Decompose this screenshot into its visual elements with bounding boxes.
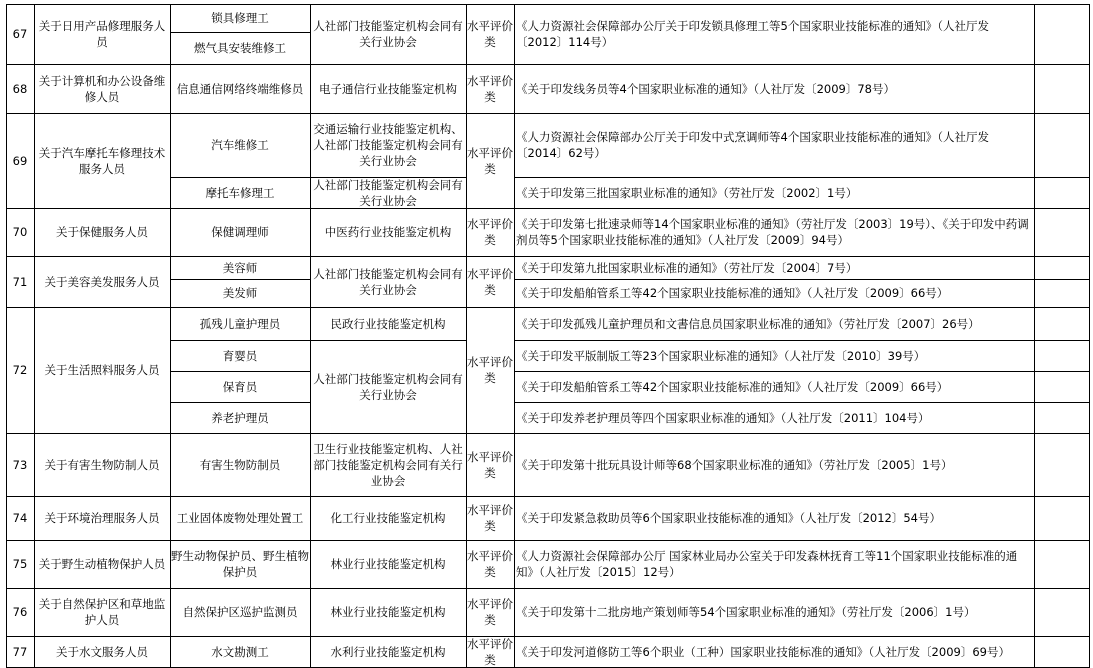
row-number: 71 bbox=[12, 274, 28, 289]
occupation-cell: 孤残儿童护理员 bbox=[199, 316, 281, 331]
category-cell: 关于自然保护区和草地监护人员 bbox=[38, 597, 166, 627]
table-rule bbox=[1034, 4, 1035, 668]
standard-document-cell bbox=[514, 32, 1034, 64]
appraisal-body-cell: 民政行业技能鉴定机构 bbox=[330, 316, 446, 331]
occupation-cell: 美容师 bbox=[222, 260, 258, 275]
occupation-cell: 燃气具安装维修工 bbox=[194, 41, 286, 55]
appraisal-body-cell: 交通运输行业技能鉴定机构、人社部门技能鉴定机构会同有关行业协会 bbox=[313, 122, 463, 168]
evaluation-type: 水平评价类 bbox=[467, 266, 513, 297]
standard-document-cell: 《人力资源社会保障部办公厅 国家林业局办公室关于印发森林抚育工等11个国家职业技能标准的通知》（人社厅发〔2015〕12号） bbox=[516, 549, 1018, 579]
standard-document-cell: 《关于印发第十二批房地产策划师等54个国家职业标准的通知》（劳社厅发〔2006〕1号） bbox=[516, 605, 976, 619]
category-cell: 关于保健服务人员 bbox=[56, 225, 148, 239]
row-number: 70 bbox=[12, 225, 28, 239]
appraisal-body-cell: 化工行业技能鉴定机构 bbox=[330, 511, 446, 525]
standard-document-cell: 《关于印发养老护理员等四个国家职业标准的通知》（人社厅发〔2011〕104号） bbox=[516, 410, 930, 425]
standard-document-cell: 《关于印发线务员等4个国家职业标准的通知》（人社厅发〔2009〕78号） bbox=[516, 81, 895, 96]
standard-document-cell: 《关于印发第九批国家职业标准的通知》（劳社厅发〔2004〕7号） bbox=[516, 260, 858, 275]
category-cell: 关于日用产品修理服务人员 bbox=[38, 19, 166, 49]
row-number: 74 bbox=[12, 511, 28, 525]
appraisal-body-cell: 卫生行业技能鉴定机构、人社部门技能鉴定机构会同有关行业协会 bbox=[313, 441, 463, 488]
occupation-cell: 锁具修理工 bbox=[211, 11, 269, 25]
category-cell: 关于生活照料服务人员 bbox=[44, 363, 160, 377]
appraisal-body-cell: 中医药行业技能鉴定机构 bbox=[324, 225, 452, 239]
row-number: 75 bbox=[12, 557, 28, 571]
evaluation-type: 水平评价类 bbox=[467, 145, 513, 176]
occupation-cell: 养老护理员 bbox=[211, 410, 269, 425]
occupation-cell: 野生动物保护员、野生植物保护员 bbox=[171, 549, 309, 579]
category-cell: 关于水文服务人员 bbox=[56, 645, 148, 659]
occupation-cell: 美发师 bbox=[222, 286, 258, 300]
appraisal-body-cell: 人社部门技能鉴定机构会同有关行业协会 bbox=[313, 177, 463, 208]
standard-document-cell: 《关于印发船舶管系工等42个国家职业技能标准的通知》（人社厅发〔2009〕66号） bbox=[516, 379, 949, 394]
appraisal-body-cell: 人社部门技能鉴定机构会同有关行业协会 bbox=[313, 371, 463, 402]
evaluation-type: 水平评价类 bbox=[467, 19, 513, 49]
evaluation-type: 水平评价类 bbox=[467, 73, 513, 104]
standard-document-cell: 《人力资源社会保障部办公厅关于印发中式烹调师等4个国家职业技能标准的通知》（人社厅发〔2014〕62号） bbox=[516, 130, 990, 160]
row-number: 69 bbox=[12, 153, 28, 168]
occupation-cell: 有害生物防制员 bbox=[199, 457, 281, 472]
appraisal-body-cell: 人社部门技能鉴定机构会同有关行业协会 bbox=[313, 266, 463, 297]
appraisal-body-cell: 电子通信行业技能鉴定机构 bbox=[319, 81, 457, 96]
occupation-cell: 保育员 bbox=[222, 379, 258, 394]
appraisal-body-cell: 林业行业技能鉴定机构 bbox=[330, 557, 446, 571]
row-number: 72 bbox=[12, 363, 28, 377]
category-cell: 关于环境治理服务人员 bbox=[44, 511, 160, 525]
standard-document-cell: 《关于印发河道修防工等6个职业（工种）国家职业技能标准的通知》（人社厅发〔2009〕69号） bbox=[516, 645, 1010, 659]
evaluation-type: 水平评价类 bbox=[467, 449, 513, 480]
row-number: 77 bbox=[12, 645, 28, 659]
occupation-cell: 育婴员 bbox=[222, 348, 258, 363]
standard-document-cell: 《人力资源社会保障部办公厅关于印发锁具修理工等5个国家职业技能标准的通知》（人社厅发〔2012〕114号） bbox=[516, 19, 990, 49]
appraisal-body-cell: 人社部门技能鉴定机构会同有关行业协会 bbox=[313, 19, 463, 49]
row-number: 73 bbox=[12, 457, 28, 472]
appraisal-body-cell: 林业行业技能鉴定机构 bbox=[330, 605, 446, 619]
table-rule bbox=[1089, 4, 1090, 668]
standard-document-cell: 《关于印发第三批国家职业标准的通知》（劳社厅发〔2002〕1号） bbox=[516, 185, 858, 200]
category-cell: 关于汽车摩托车修理技术服务人员 bbox=[38, 145, 166, 176]
evaluation-type: 水平评价类 bbox=[467, 637, 513, 667]
standard-document-cell: 《关于印发紧急救助员等6个国家职业技能标准的通知》（人社厅发〔2012〕54号） bbox=[516, 511, 941, 525]
standard-document-cell: 《关于印发第七批速录师等14个国家职业标准的通知》（劳社厅发〔2003〕19号）、《关于印发中药调剂员等5个国家职业技能标准的通知》（人社厅发〔2009〕94号） bbox=[516, 217, 1029, 247]
occupation-cell: 保健调理师 bbox=[211, 225, 269, 239]
occupation-cell: 汽车维修工 bbox=[211, 138, 269, 152]
occupation-cell: 自然保护区巡护监测员 bbox=[182, 605, 298, 619]
evaluation-type: 水平评价类 bbox=[467, 217, 513, 247]
occupation-cell: 信息通信网络终端维修员 bbox=[176, 81, 304, 96]
evaluation-type: 水平评价类 bbox=[467, 549, 513, 579]
appraisal-body-cell: 水利行业技能鉴定机构 bbox=[330, 645, 446, 659]
occupation-cell: 水文勘测工 bbox=[211, 645, 269, 659]
standard-document-cell: 《关于印发孤残儿童护理员和文書信息员国家职业标准的通知》（劳社厅发〔2007〕26号） bbox=[516, 316, 980, 331]
row-number: 67 bbox=[12, 27, 28, 41]
category-cell: 关于美容美发服务人员 bbox=[44, 274, 160, 289]
row-number: 68 bbox=[12, 81, 28, 96]
category-cell: 关于计算机和办公设备维修人员 bbox=[38, 73, 166, 104]
row-number: 76 bbox=[12, 605, 28, 619]
evaluation-type: 水平评价类 bbox=[467, 503, 513, 533]
standard-document-cell: 《关于印发平版制版工等23个国家职业标准的通知》（人社厅发〔2010〕39号） bbox=[516, 348, 926, 363]
standard-document-cell: 《关于印发第十批玩具设计师等68个国家职业标准的通知》（劳社厅发〔2005〕1号） bbox=[516, 457, 953, 472]
occupation-cell: 摩托车修理工 bbox=[205, 185, 275, 200]
occupation-cell: 工业固体废物处理处置工 bbox=[176, 511, 304, 525]
evaluation-type: 水平评价类 bbox=[467, 597, 513, 627]
evaluation-type: 水平评价类 bbox=[467, 355, 513, 385]
category-cell: 关于有害生物防制人员 bbox=[44, 457, 160, 472]
standard-document-cell: 《关于印发船舶管系工等42个国家职业技能标准的通知》（人社厅发〔2009〕66号） bbox=[516, 286, 949, 300]
category-cell: 关于野生动植物保护人员 bbox=[38, 557, 166, 571]
